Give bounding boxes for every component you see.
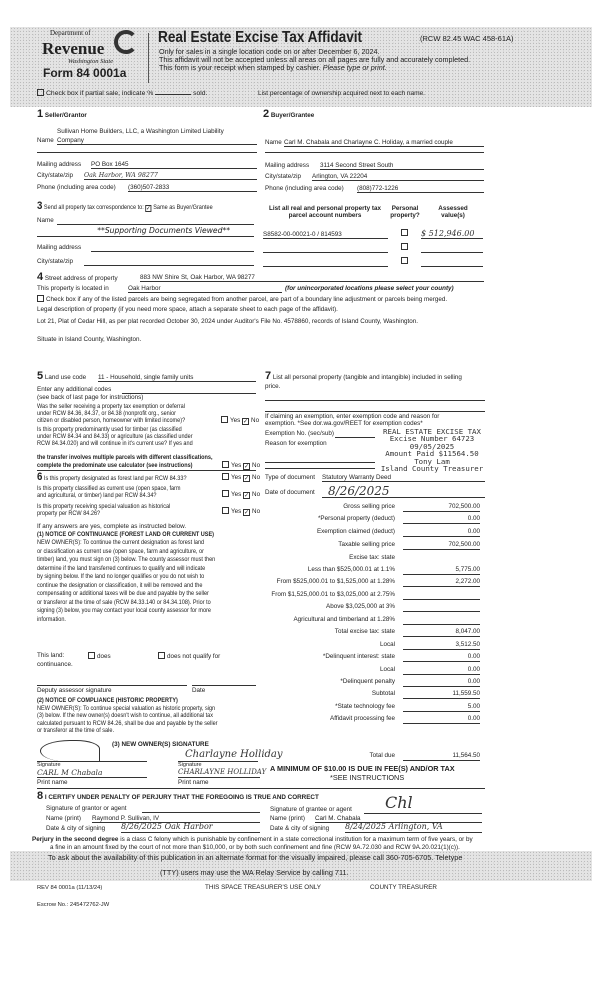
notice-line: continue the designation or classification, it will be removed and the (37, 581, 203, 589)
total-due-label: Total due (369, 752, 395, 759)
tax-row-label: Total excise tax: state (334, 628, 395, 635)
tax-row-label: From $525,000.01 to $1,525,000 at 1.28% (276, 578, 395, 585)
tax-row-value[interactable]: 702,500.00 (403, 503, 480, 512)
tax-row-label: Subtotal (371, 690, 395, 697)
personal-property-line-2[interactable] (265, 404, 485, 412)
seller-phone-field[interactable]: (360)507-2833 (128, 184, 257, 192)
notice-line: by signing below. If the land no longer qualifies or you do not wish to (37, 573, 205, 580)
notice-continuance-text (37, 539, 215, 624)
grantee-name-field[interactable]: Carl M. Chabala (315, 815, 482, 823)
exemption-no-field[interactable] (335, 430, 375, 438)
notice-line: timber) land, you must sign on (3) below. The county assessor must then (37, 556, 216, 563)
reason-line-2[interactable] (265, 466, 375, 469)
grantee-sig-label: Signature of grantee or agent (270, 806, 352, 813)
tax-row-label: Less than $525,000.01 at 1.1% (307, 566, 395, 573)
owner1-print-name[interactable]: CARL M Chabala (37, 769, 147, 778)
buyer-name-label: Name (265, 139, 282, 146)
doc-type-label: Type of document (265, 474, 316, 481)
grantor-date-field[interactable]: 8/26/2025 Oak Harbor (121, 823, 260, 833)
tax-row-label: Agricultural and timberland at 1.28% (293, 616, 395, 623)
personal-checkbox-3[interactable] (401, 257, 408, 264)
notice-line: NEW OWNER(S): To continue special valuation as historic property, sign (37, 705, 216, 712)
assessed-field-3[interactable] (421, 259, 483, 267)
notice-line: information. (37, 615, 66, 623)
tax-row-label: Affidavit processing fee (330, 715, 395, 722)
seller-phone-label: Phone (including area code) (37, 184, 116, 191)
exemption-no-label: Exemption No. (sec/sub) (265, 430, 334, 437)
perjury-line-2: a fine in an amount fixed by the court of not more than $10,000, or by both such confinement and fine (RCW 9A.72.030 and RCW 9A.20.021(1)(c)). (50, 844, 460, 851)
tax-row-label: Gross selling price (343, 503, 395, 510)
notice-line: or transferor at the time of sale. (37, 727, 114, 735)
revenue-logo-text: Revenue (42, 39, 105, 58)
notice-compliance-text (37, 705, 218, 735)
q-timber-2: under RCW 84.34 and 84.33) or agriculture (as classified under (37, 433, 193, 440)
legal-desc-label: Legal description of property (if you need more space, attach a separate sheet to each page of the affidavit). (37, 306, 338, 313)
seller-name-line1: Sullivan Home Builders, LLC, a Washington Limited Liability (57, 128, 224, 135)
tax-row-label: Local (379, 641, 395, 648)
grantor-name-label: Name (print) (46, 815, 81, 822)
header-note-1: Only for sales in a single location code on or after December 6, 2024. (159, 47, 380, 56)
buyer-mail-label: Mailing address (265, 162, 310, 169)
deputy-date-line[interactable] (192, 678, 256, 686)
buyer-mail-field[interactable]: 3114 Second Street South (320, 162, 484, 170)
grantee-signature-mark: Chl (385, 793, 413, 812)
q-historic-1: Is this property receiving special valuation as historical (37, 503, 171, 510)
treasurer-use-label: THIS SPACE TREASURER'S USE ONLY (205, 884, 321, 891)
owner2-print-label: Print name (178, 779, 209, 786)
legal-description: Lot 21, Plat of Cedar Hill, as per plat recorded October 30, 2024 under Auditor's File No. 4578860, records of Island County, Washington. (37, 318, 418, 325)
same-as-buyer-checkbox[interactable]: ✓ (146, 206, 151, 212)
deputy-date-label: Date (192, 687, 206, 694)
buyer-phone-label: Phone (including area code) (265, 185, 344, 192)
tax-row-label: *Delinquent penalty (340, 678, 395, 685)
seller-heading: 1 Seller/Grantor (37, 108, 87, 120)
see-instructions: *SEE INSTRUCTIONS (330, 773, 405, 782)
tax-row-value[interactable]: 0.00 (403, 678, 480, 687)
form-number: Form 84 0001a (43, 66, 127, 80)
seller-divider (37, 152, 257, 153)
sec3-mail-field[interactable] (91, 244, 254, 252)
grantor-date-label: Date & city of signing (46, 825, 106, 832)
tax-row-value[interactable] (403, 616, 480, 625)
tax-row-label: From $1,525,000.01 to $3,025,000 at 2.75% (271, 591, 395, 598)
grantor-sig-field[interactable] (142, 805, 260, 813)
section6-heading: 6 Is this property designated as forest land per RCW 84.33? (37, 471, 187, 483)
owner2-sig-label: Signature (178, 762, 202, 768)
section8-divider (37, 788, 485, 789)
q-timber-5: complete the predominate use calculator (see instructions) (37, 462, 193, 469)
section8-heading: 8 I CERTIFY UNDER PENALTY OF PERJURY THAT THE FOREGOING IS TRUE AND CORRECT (37, 790, 319, 802)
total-due-value: 11,564.50 (403, 752, 480, 761)
personal-column-header: Personal property? (390, 205, 420, 220)
tax-row-label: Local (379, 666, 395, 673)
situate-text: Situate in Island County, Washington. (37, 336, 142, 343)
located-note: (for unincorporated locations please select your county) (285, 285, 454, 292)
tax-row-value[interactable]: 5,775.00 (403, 566, 480, 575)
buyer-name-field[interactable]: Carl M. Chabala and Charlayne C. Holiday, a married couple (284, 139, 484, 147)
tax-row-value[interactable]: 0.00 (403, 515, 480, 524)
assessed-field-1[interactable]: $ 512,946.00 (421, 229, 483, 239)
notice-line: determine if the land transferred continues to qualify and will indicate (37, 564, 206, 572)
dept-label: Department of (50, 29, 91, 37)
reason-line-1[interactable] (265, 455, 375, 463)
partial-sale-checkbox[interactable] (37, 89, 44, 96)
section3-heading: 3 Send all property tax correspondence to: ✓ Same as Buyer/Grantee (37, 200, 213, 212)
owner1-signature-mark (40, 740, 100, 762)
header-note-2: This affidavit will not be accepted unless all areas on all pages are fully and accurately completed. (159, 55, 471, 64)
historic-yes-no[interactable]: Yes ✓ No (222, 507, 260, 516)
doc-type-field[interactable]: Statutory Warranty Deed (322, 474, 485, 482)
section5-heading: 5 Land use code (37, 370, 87, 382)
revision-label: REV 84 0001a (11/13/24) (37, 885, 103, 891)
section7-text: price. (265, 383, 281, 390)
grantee-date-label: Date & city of signing (270, 825, 330, 832)
notice-line: NEW OWNER(S): To continue the current designation as forest land (37, 539, 205, 546)
seller-city-label: City/state/zip (37, 172, 74, 179)
tax-row-label: Above $3,025,000 at 3% (326, 603, 395, 610)
exemption-yes-no[interactable]: Yes ✓ No (221, 416, 259, 425)
tty-note: (TTY) users may use the WA Relay Service by calling 711. (160, 868, 349, 877)
section7-heading: 7 List all personal property (tangible and intangible) included in selling (265, 370, 462, 382)
doc-date-label: Date of document (265, 489, 315, 496)
tax-row-label: Exemption claimed (deduct) (316, 528, 395, 535)
located-label: This property is located in (37, 285, 109, 292)
notice-line: calculated pursuant to RCW 84.26, shall be due and payable by the seller (37, 719, 218, 727)
additional-codes-field[interactable] (122, 386, 256, 394)
assessed-column-header: Assessed value(s) (438, 205, 468, 220)
current-use-yes-no[interactable]: Yes ✓ No (222, 490, 260, 499)
state-label: Washington State (68, 58, 114, 65)
tax-row-label: Excise tax: state (349, 554, 395, 561)
notice-line: or transferor at the time of sale (RCW 84.33.140 or 84.34.108). Prior to (37, 598, 211, 606)
header-note-3: This form is your receipt when stamped by cashier. Please type or print. (159, 63, 387, 72)
parcel-field-3[interactable] (263, 259, 388, 267)
see-back-note: (see back of last page for instructions) (37, 394, 144, 401)
owner2-print-name[interactable]: CHARLAYNE HOLLIDAY (178, 768, 267, 776)
deputy-label: Deputy assessor signature (37, 687, 112, 694)
buyer-phone-field[interactable]: (808)772-1226 (357, 185, 484, 193)
dor-logo-icon (114, 30, 138, 54)
personal-checkbox-1[interactable] (401, 229, 408, 236)
seller-mail-label: Mailing address (37, 161, 82, 168)
tax-row-label: *State technology fee (335, 703, 395, 710)
owner1-print-label: Print name (37, 779, 68, 786)
q-exemption-1: Was the seller receiving a property tax exemption or deferral (37, 403, 185, 410)
tax-row-value[interactable]: 0.00 (403, 528, 480, 537)
form-title: Real Estate Excise Tax Affidavit (158, 29, 363, 46)
notice-line: (3) below. If the new owner(s) doesn't wish to continue, all additional tax (37, 712, 214, 720)
tax-row-label: *Delinquent interest: state (322, 653, 395, 660)
minimum-due-note: A MINIMUM OF $10.00 IS DUE IN FEE(S) AND/OR TAX (270, 764, 455, 773)
tax-row-value[interactable] (403, 603, 480, 612)
claim-text-2: exemption. *See dor.wa.gov/REET for exemption codes* (265, 420, 423, 427)
personal-checkbox-2[interactable] (401, 243, 408, 250)
parcel-column-header: List all real and personal property tax parcel account numbers (269, 205, 381, 220)
if-yes-text: If any answers are yes, complete as instructed below. (37, 523, 187, 530)
tax-row-label: Taxable selling price (338, 541, 395, 548)
notice-line: compensating or additional taxes will be due and payable by the seller (37, 590, 209, 597)
tax-row-value[interactable]: 8,047.00 (403, 628, 480, 637)
q-timber-4: the transfer involves multiple parcels with different classifications, (37, 454, 213, 461)
parcel-field-2[interactable] (263, 245, 388, 253)
grantee-sig-field[interactable] (364, 806, 482, 814)
segregated-checkbox-row[interactable]: Check box if any of the listed parcels are being segregated from another parcel, are part of a boundary line adjustment or parcels being merged. (37, 295, 447, 303)
treasurer-stamp: REAL ESTATE EXCISE TAX Excise Number 64723 09/05/2025 Amount Paid $11564.50 Tony Lam Island County Treasurer (380, 427, 484, 474)
seller-name-label: Name (37, 137, 54, 144)
sec3-name-label: Name (37, 217, 54, 224)
grantor-name-field[interactable]: Raymond P. Sullivan, IV (92, 815, 260, 823)
reason-label: Reason for exemption (265, 440, 327, 447)
tax-row-value[interactable] (403, 591, 480, 600)
sec3-city-field[interactable] (84, 258, 254, 266)
buyer-heading: 2 Buyer/Grantee (263, 108, 315, 120)
sec3-mail-label: Mailing address (37, 244, 82, 251)
escrow-number: Escrow No.: 245472762-JW (37, 902, 110, 908)
alt-format-note: To ask about the availability of this publication in an alternate format for the visually impaired, please call 360-705-6705. Teletype (48, 853, 463, 862)
notice-line: signing (3) below, you may contact your local county assessor for more (37, 607, 212, 614)
section4-heading: 4 Street address of property (37, 271, 118, 283)
tax-row-value[interactable]: 0.00 (403, 653, 480, 662)
buyer-divider (265, 152, 484, 153)
q-current-use-2: and agricultural, or timber) land per RCW 84.34? (37, 492, 157, 499)
this-land-label: This land: (37, 652, 65, 659)
does-option[interactable]: does (88, 652, 111, 660)
notice-line: or classification as current use (open space, farm and agriculture, or (37, 547, 204, 555)
personal-property-line-1[interactable] (265, 393, 485, 401)
land-use-code-field[interactable]: 11 - Household, single family units (98, 374, 256, 382)
tax-row-value[interactable]: 2,272.00 (403, 578, 480, 587)
property-address-field[interactable]: 883 NW Shire St, Oak Harbor, WA 98277 (140, 274, 484, 282)
owner1-sig-label: Signature (37, 762, 61, 768)
tax-row-value[interactable]: 11,559.50 (403, 690, 480, 699)
q-exemption-2: under RCW 84.36, 84.37, or 84.38 (nonprofit org., senior (37, 410, 176, 417)
buyer-city-field[interactable]: Arlington, VA 22204 (312, 173, 484, 181)
assessed-field-2[interactable] (421, 245, 483, 253)
perjury-line-1: Perjury in the second degree is a class C felony which is punishable by confinement in a state correctional institution for a maximum term of five years, or by (32, 836, 473, 843)
deputy-signature-line[interactable] (37, 678, 187, 686)
ownership-note: List percentage of ownership acquired next to each name. (258, 90, 425, 97)
county-treasurer-label: COUNTY TREASURER (370, 884, 437, 891)
continuance-label: continuance. (37, 661, 73, 668)
tax-row-value[interactable]: 702,500.00 (403, 541, 480, 550)
sec3-city-label: City/state/zip (37, 258, 74, 265)
tax-row-value[interactable]: 0.00 (403, 715, 480, 724)
notice-continuance-title: (1) NOTICE OF CONTINUANCE (FOREST LAND OR CURRENT USE) (37, 531, 215, 538)
segregated-checkbox[interactable] (37, 295, 44, 302)
q-timber-3: RCW 84.34.020) and will continue in it's current use? If yes and (37, 440, 193, 447)
owner2-signature: Charlayne Holliday (185, 749, 283, 760)
timber-yes-no[interactable]: Yes ✓ No (222, 461, 260, 470)
grantee-name-label: Name (print) (270, 815, 305, 822)
doc-date-field[interactable]: 8/26/2025 (322, 485, 485, 498)
seller-mail-field[interactable]: PO Box 1645 (91, 161, 257, 169)
notice-compliance-title: (2) NOTICE OF COMPLIANCE (HISTORIC PROPERTY) (37, 697, 178, 704)
tax-row-label: *Personal property (deduct) (317, 515, 395, 522)
claim-text-1: If claiming an exemption, enter exemption code and reason for (265, 413, 440, 420)
q-current-use-1: Is this property classified as current use (open space, farm (37, 485, 181, 492)
supporting-docs-note: **Supporting Documents Viewed** (37, 227, 254, 237)
header-divider (148, 33, 149, 83)
grantor-sig-label: Signature of grantor or agent (46, 805, 127, 812)
form-citation: (RCW 82.45 WAC 458-61A) (420, 34, 514, 43)
partial-sale-field[interactable]: Check box if partial sale, indicate % sold. (37, 89, 207, 98)
q-historic-2: property per RCW 84.26? (37, 510, 101, 517)
does-not-option[interactable]: does not qualify for (158, 652, 220, 660)
sec3-name-field[interactable] (57, 217, 254, 225)
tax-row-value[interactable]: 3,512.50 (403, 641, 480, 650)
additional-codes-label: Enter any additional codes (37, 386, 112, 393)
seller-name-field[interactable]: Company (57, 137, 257, 145)
seller-city-field[interactable]: Oak Harbor, WA 98277 (84, 172, 257, 180)
tax-row-value[interactable]: 5.00 (403, 703, 480, 712)
parcel-field-1[interactable]: S8582-00-00021-0 / 814593 (263, 231, 388, 239)
buyer-city-label: City/state/zip (265, 173, 302, 180)
new-owner-signature-title: (3) NEW OWNER(S) SIGNATURE (112, 741, 209, 748)
q-timber-1: Is this property predominantly used for timber (as classified (37, 426, 182, 433)
grantee-date-field[interactable]: 8/24/2025 Arlington, VA (345, 823, 482, 833)
forest-yes-no[interactable]: Yes ✓ No (222, 473, 260, 482)
located-field[interactable]: Oak Harbor (128, 285, 282, 293)
q-exemption-3: citizen or disabled person, homeowner with limited income)? (37, 417, 186, 424)
tax-row-value[interactable]: 0.00 (403, 666, 480, 675)
